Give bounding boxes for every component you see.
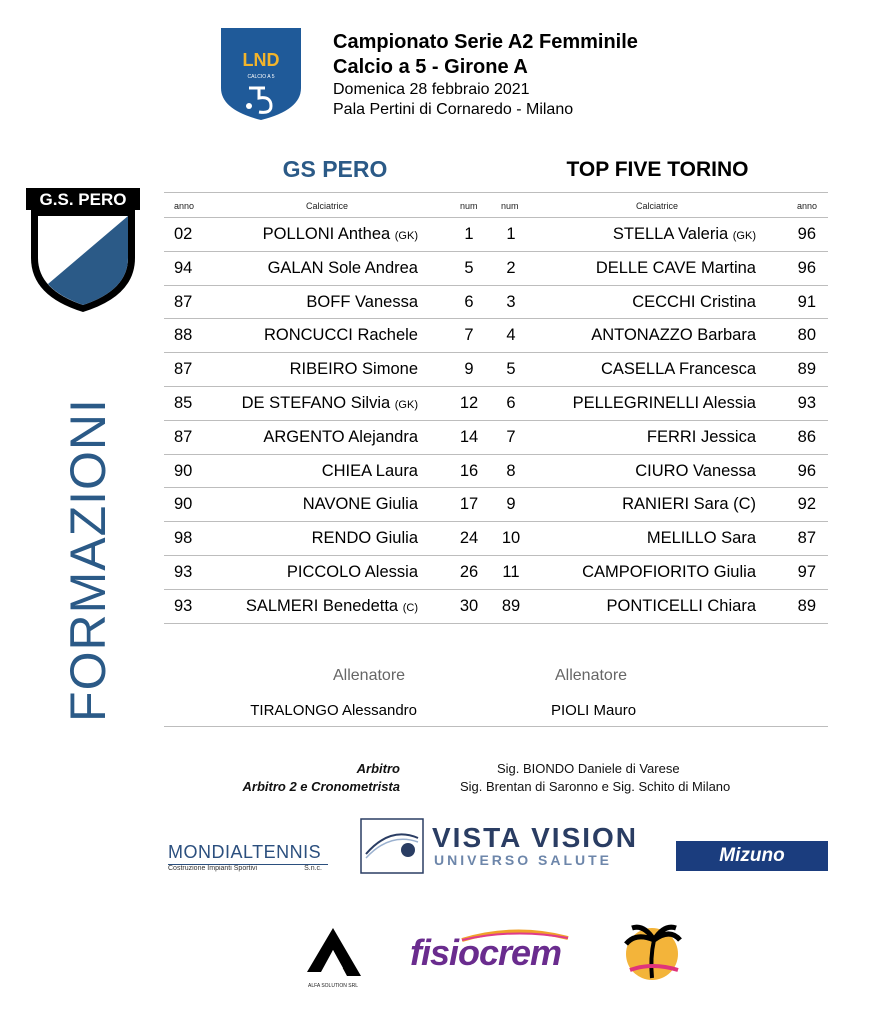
away-player-year-text: 89: [797, 596, 816, 615]
home-player-year-text: 02: [174, 225, 193, 243]
divider: [164, 726, 828, 727]
away-num-header: num: [501, 201, 519, 211]
home-player-number-text: 16: [459, 461, 479, 480]
home-player-year: [174, 225, 192, 244]
away-player-year: [798, 293, 816, 312]
away-player-number-text: 6: [506, 393, 516, 412]
gs-pero-badge: [26, 188, 140, 314]
roster-row: [164, 488, 828, 522]
home-player-year-text: 93: [174, 596, 193, 615]
home-player-name-text: RONCUCCI Rachele: [263, 326, 418, 345]
home-player-name: [303, 495, 418, 514]
home-player-number-text: 30: [459, 596, 479, 615]
match-header: [333, 30, 638, 120]
away-player-year-text: 91: [797, 292, 816, 311]
away-player-year: [798, 394, 816, 413]
mizuno-text: Mizuno: [719, 845, 785, 866]
home-player-year: [174, 293, 192, 312]
away-player-year: [798, 360, 816, 379]
away-player-name-text: RANIERI Sara (C): [622, 495, 756, 514]
vista-vision-mark: [360, 818, 424, 874]
roster-row: [164, 353, 828, 387]
away-player-number: [484, 563, 538, 582]
away-player-year-text: 96: [797, 225, 816, 243]
away-player-year: [798, 259, 816, 278]
home-player-number-text: 17: [459, 495, 479, 514]
home-player-name: [322, 462, 418, 481]
home-team-name: GS PERO: [282, 156, 388, 182]
home-player-name: [312, 529, 418, 548]
away-player-name-text: FERRI Jessica: [646, 427, 756, 446]
away-player-number: [484, 326, 538, 345]
home-player-name-text: GALAN Sole Andrea: [267, 258, 418, 277]
vista-vision-logo: [360, 818, 640, 874]
away-player-number-text: 5: [506, 360, 516, 379]
away-player-year: [798, 563, 816, 582]
mizuno-logo: [676, 841, 828, 871]
home-player-year: [174, 597, 192, 616]
away-player-name: [635, 462, 756, 481]
home-player-name-text: PICCOLO Alessia: [286, 562, 418, 581]
side-label: FORMAZIONI: [60, 398, 116, 722]
home-player-name: [242, 394, 418, 413]
away-player-year: [798, 462, 816, 481]
home-player-year-text: 98: [174, 529, 193, 548]
home-player-name: [263, 225, 418, 244]
lnd-logo: [219, 26, 303, 122]
away-player-name-text: CASELLA Francesca: [601, 360, 756, 379]
home-player-name: [264, 326, 418, 345]
svg-text:CALCIO A 5: CALCIO A 5: [247, 74, 275, 80]
home-player-name-text: DE STEFANO Silvia: [241, 393, 391, 412]
home-player-year: [174, 428, 192, 447]
away-player-number: [484, 293, 538, 312]
roster-header: [164, 192, 828, 218]
mondialtennis-logo: [168, 842, 328, 875]
svg-text:LND: LND: [242, 50, 280, 70]
home-player-name: [268, 259, 418, 278]
away-player-name-text: CECCHI Cristina: [632, 292, 756, 311]
away-player-name: [573, 394, 756, 413]
away-anno-header: anno: [797, 201, 818, 211]
away-player-number-text: 11: [502, 562, 520, 581]
away-player-number-text: 89: [501, 596, 521, 615]
referee-name: Sig. BIONDO Daniele di Varese: [497, 761, 680, 776]
away-player-name: [622, 495, 756, 514]
away-player-number: [484, 597, 538, 616]
away-player-number-text: 9: [506, 495, 516, 514]
away-player-year: [798, 495, 816, 514]
away-player-number: [484, 462, 538, 481]
home-player-name-text: CHIEA Laura: [321, 461, 418, 480]
mondialtennis-snc: S.n.c.: [304, 865, 322, 872]
home-player-number-text: 9: [464, 360, 474, 379]
away-player-name: [591, 326, 756, 345]
away-player-year: [798, 529, 816, 548]
svg-text:G.S. PERO: G.S. PERO: [39, 190, 127, 209]
home-player-year-text: 93: [174, 562, 193, 581]
home-player-name-text: POLLONI Anthea: [262, 225, 391, 243]
home-player-year: [174, 360, 192, 379]
home-player-name-text: SALMERI Benedetta: [245, 596, 399, 615]
away-player-number: [484, 259, 538, 278]
alfa-solution-text: ALFA SOLUTION SRL: [307, 983, 359, 989]
home-player-year: [174, 394, 192, 413]
roster-table: [164, 192, 828, 624]
role-tag: (GK): [394, 398, 418, 411]
away-player-year-text: 97: [797, 562, 816, 581]
home-player-name: [287, 563, 418, 582]
roster-rows: [164, 218, 828, 624]
home-player-number-text: 6: [464, 292, 474, 311]
match-venue: Pala Pertini di Cornaredo - Milano: [333, 101, 574, 118]
away-player-name: [601, 360, 756, 379]
away-calciatrice-header: Calciatrice: [636, 201, 679, 211]
group-title: Calcio a 5 - Girone A: [333, 56, 528, 78]
home-player-year: [174, 563, 192, 582]
away-player-number: [484, 225, 538, 244]
palm-beach-logo: [622, 922, 684, 986]
away-player-name: [647, 529, 756, 548]
roster-row: [164, 218, 828, 252]
alfa-solution-logo: [303, 926, 363, 988]
roster-row: [164, 319, 828, 353]
home-player-year-text: 87: [174, 360, 193, 379]
away-player-number: [484, 360, 538, 379]
away-player-name-text: STELLA Valeria: [612, 225, 729, 243]
role-tag: (GK): [394, 230, 418, 242]
home-player-name-text: RENDO Giulia: [311, 529, 418, 548]
home-player-year: [174, 529, 192, 548]
away-player-number-text: 7: [506, 427, 516, 446]
home-coach-name: TIRALONGO Alessandro: [250, 702, 417, 719]
mondialtennis-sub: Costruzione Impianti Sportivi: [168, 865, 258, 872]
away-player-number: [484, 529, 538, 548]
away-player-name: [582, 563, 756, 582]
roster-row: [164, 252, 828, 286]
home-player-number-text: 1: [464, 225, 474, 243]
match-date: Domenica 28 febbraio 2021: [333, 81, 530, 98]
roster-row: [164, 455, 828, 489]
away-player-year-text: 96: [797, 258, 816, 277]
roster-row: [164, 590, 828, 624]
away-player-number: [484, 495, 538, 514]
fisiocrem-logo: [410, 928, 580, 974]
away-player-year-text: 92: [797, 495, 816, 514]
home-player-number-text: 5: [464, 258, 474, 277]
away-player-name: [647, 428, 756, 447]
home-player-year: [174, 462, 192, 481]
away-player-number-text: 10: [501, 529, 521, 548]
vista-vision-text: VISTA VISION: [432, 822, 639, 853]
referee-label: Arbitro: [356, 761, 400, 776]
home-player-name-text: ARGENTO Alejandra: [263, 427, 418, 446]
home-player-number-text: 14: [459, 427, 479, 446]
away-player-number-text: 4: [506, 326, 516, 345]
home-player-number-text: 12: [459, 393, 479, 412]
home-player-year-text: 90: [174, 495, 193, 514]
roster-row: [164, 286, 828, 320]
away-player-name: [632, 293, 756, 312]
home-player-number-text: 24: [459, 529, 479, 548]
home-player-number-text: 7: [464, 326, 474, 345]
home-player-year: [174, 495, 192, 514]
home-player-year-text: 87: [174, 427, 193, 446]
home-player-year-text: 87: [174, 292, 193, 311]
referee2-name: Sig. Brentan di Saronno e Sig. Schito di Milano: [460, 779, 731, 794]
away-player-year: [798, 428, 816, 447]
roster-row: [164, 522, 828, 556]
away-coach-name: PIOLI Mauro: [551, 702, 637, 719]
away-player-name-text: PONTICELLI Chiara: [606, 596, 756, 615]
away-player-name-text: MELILLO Sara: [646, 529, 756, 548]
role-tag: (C): [402, 601, 418, 614]
away-player-year: [798, 597, 816, 616]
away-player-year-text: 96: [797, 461, 816, 480]
home-calciatrice-header: Calciatrice: [306, 201, 349, 211]
home-player-name: [246, 597, 418, 616]
home-player-name-text: BOFF Vanessa: [306, 292, 418, 311]
away-coach-label: Allenatore: [555, 667, 628, 684]
home-player-year-text: 88: [174, 326, 193, 345]
roster-row: [164, 556, 828, 590]
away-player-name-text: PELLEGRINELLI Alessia: [572, 393, 756, 412]
away-player-number-text: 2: [506, 258, 516, 277]
away-player-number: [484, 428, 538, 447]
away-player-name: [613, 225, 756, 244]
vista-vision-sub: UNIVERSO SALUTE: [434, 852, 613, 868]
roster-row: [164, 421, 828, 455]
away-player-year-text: 89: [797, 360, 816, 379]
home-player-year: [174, 326, 192, 345]
away-player-name: [607, 597, 756, 616]
away-player-year-text: 80: [797, 326, 816, 345]
home-player-name: [263, 428, 418, 447]
home-player-year-text: 90: [174, 461, 193, 480]
away-team-name: TOP FIVE TORINO: [566, 158, 749, 181]
away-player-name-text: CIURO Vanessa: [635, 461, 756, 480]
alfa-solution-mark: [303, 926, 363, 978]
fisiocrem-text: fisiocrem: [410, 932, 562, 973]
away-player-number-text: 1: [506, 225, 516, 243]
home-player-year-text: 94: [174, 258, 193, 277]
away-player-name-text: DELLE CAVE Martina: [595, 258, 756, 277]
away-player-number-text: 3: [506, 292, 516, 311]
away-player-year: [798, 326, 816, 345]
home-anno-header: anno: [174, 201, 195, 211]
away-player-year-text: 87: [797, 529, 816, 548]
home-player-number-text: 26: [459, 562, 479, 581]
away-player-year-text: 93: [797, 393, 816, 412]
roster-row: [164, 387, 828, 421]
away-player-number: [484, 394, 538, 413]
away-player-name: [596, 259, 756, 278]
home-player-year-text: 85: [174, 393, 193, 412]
referee2-label: Arbitro 2 e Cronometrista: [242, 779, 400, 794]
away-player-year-text: 86: [797, 427, 816, 446]
away-player-name-text: CAMPOFIORITO Giulia: [582, 562, 756, 581]
away-player-name-text: ANTONAZZO Barbara: [591, 326, 756, 345]
home-player-year: [174, 259, 192, 278]
away-player-number-text: 8: [506, 461, 516, 480]
home-player-name: [290, 360, 418, 379]
home-player-name: [306, 293, 418, 312]
home-player-name-text: RIBEIRO Simone: [289, 360, 418, 379]
championship-title: Campionato Serie A2 Femminile: [333, 31, 638, 53]
away-player-year: [798, 225, 816, 244]
home-player-name-text: NAVONE Giulia: [302, 495, 418, 514]
role-tag: (GK): [732, 230, 756, 242]
mondialtennis-text: MONDIALTENNIS: [168, 842, 328, 865]
home-num-header: num: [460, 201, 478, 211]
home-coach-label: Allenatore: [333, 667, 406, 684]
